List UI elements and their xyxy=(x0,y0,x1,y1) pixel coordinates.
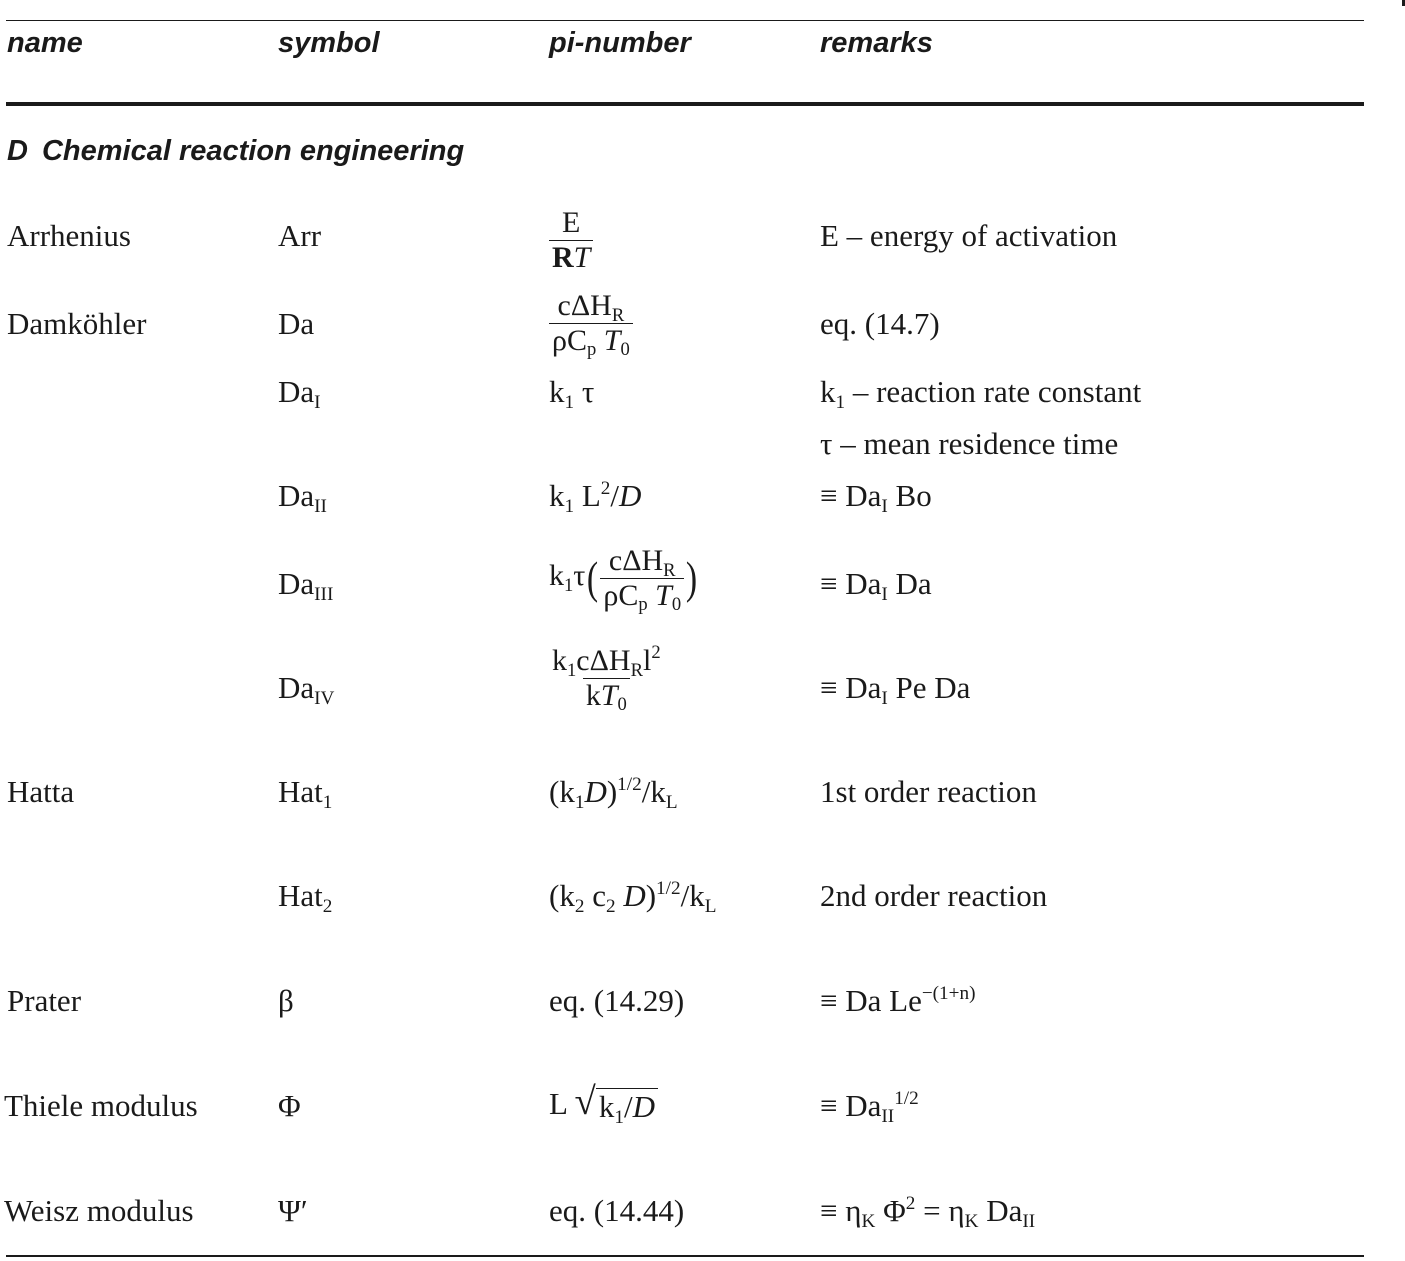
row-arrhenius-pi-number xyxy=(549,207,593,273)
row-da2-remarks: ≡ $Da_I$ Bo xyxy=(820,478,932,518)
row-prater-remarks: ≡ Da $Le^{-(1+n)}$ xyxy=(820,983,976,1018)
section-title: Chemical reaction engineering xyxy=(41,135,465,167)
da4-fraction: $\frac{k_1c\Delta H_Rl^2}{kT_0}$ xyxy=(552,642,661,716)
row-damkohler-name: Damköhler xyxy=(7,306,147,341)
open-paren: ( xyxy=(587,552,599,603)
table-bottom-rule xyxy=(6,1255,1364,1257)
column-header-name: name xyxy=(7,27,83,59)
column-header-pi-number: pi-number xyxy=(549,27,691,59)
row-arrhenius-remarks: E – energy of activation xyxy=(820,218,1118,253)
radical-sign: √ xyxy=(574,1080,596,1123)
row-thiele-symbol: Φ xyxy=(278,1088,301,1123)
row-da4-symbol: $Da_{IV}$ xyxy=(278,670,335,710)
temperature-symbol: T xyxy=(573,240,591,274)
row-hatta1-pi-number: $(k_1D)^{1/2}/k_L$ xyxy=(549,774,678,814)
row-thiele-name: Thiele modulus xyxy=(4,1088,198,1123)
row-hatta2-pi-number: ($k_2$ $c_2$ $D)^{1/2}/k_L$ xyxy=(549,878,717,918)
row-da1-pi-number: $k_1$ τ xyxy=(549,374,595,414)
column-header-symbol: symbol xyxy=(278,27,380,59)
damkohler-fraction: $\frac{c\Delta H_R}{\rho C_p T_0}$ xyxy=(549,290,633,356)
row-weisz-symbol: Ψ′ xyxy=(278,1193,308,1228)
da3-fraction: $\frac{c\Delta H_R}{\rho C_p T_0}$ xyxy=(600,545,684,611)
row-da3-pi-number: $k_1\tau$( $\frac{c\Delta H_R}{\rho C_p T_0}$ ) xyxy=(549,544,698,616)
row-da2-pi-number: $k_1$ $L^2/D$ xyxy=(549,478,642,518)
row-damkohler-pi-number xyxy=(549,289,633,361)
column-header-remarks: remarks xyxy=(820,27,933,59)
gas-constant-symbol: R xyxy=(552,240,574,274)
row-prater-pi-number: eq. (14.29) xyxy=(549,983,685,1018)
row-da1-remarks-2: τ – mean residence time xyxy=(820,426,1119,461)
row-damkohler-symbol: Da xyxy=(278,306,315,341)
row-arrhenius-name: Arrhenius xyxy=(7,218,131,253)
table-top-rule xyxy=(6,20,1364,21)
row-da1-remarks-1: $k_1$ – reaction rate constant xyxy=(820,374,1142,414)
row-hatta2-symbol: Hat$_2$ xyxy=(278,878,333,918)
row-arrhenius-symbol: Arr xyxy=(278,218,322,253)
row-hatta1-symbol: Hat$_1$ xyxy=(278,774,333,814)
row-da2-symbol: $Da_{II}$ xyxy=(278,478,327,518)
row-hatta2-remarks: 2nd order reaction xyxy=(820,878,1048,913)
row-hatta-name: Hatta xyxy=(7,774,75,809)
section-letter: D xyxy=(7,135,28,167)
row-thiele-remarks: ≡ $Da_{II}^{1/2}$ xyxy=(820,1088,919,1128)
arrhenius-numerator: E xyxy=(562,206,581,239)
row-weisz-remarks: ≡ $\eta_K$ $\Phi^2 = \eta_K$ $Da_{II}$ xyxy=(820,1193,1036,1233)
row-weisz-name: Weisz modulus xyxy=(4,1193,194,1228)
row-da3-symbol: $Da_{III}$ xyxy=(278,566,334,606)
row-da1-symbol: $Da_I$ xyxy=(278,374,321,414)
arrhenius-denominator xyxy=(549,240,593,274)
header-rule xyxy=(6,102,1364,106)
row-hatta1-remarks: 1st order reaction xyxy=(820,774,1037,809)
row-prater-symbol: β xyxy=(278,983,294,1018)
row-damkohler-remarks: eq. (14.7) xyxy=(820,306,940,341)
arrhenius-fraction xyxy=(549,207,593,273)
row-da4-pi-number xyxy=(549,642,664,716)
square-root: √ $k_1/D$ xyxy=(575,1083,658,1122)
row-thiele-pi-number: L √ $k_1/D$ xyxy=(549,1083,658,1122)
row-da3-remarks: ≡ $Da_I$ Da xyxy=(820,566,932,606)
row-weisz-pi-number: eq. (14.44) xyxy=(549,1193,685,1228)
row-da4-remarks: ≡ $Da_I$ Pe Da xyxy=(820,670,971,710)
close-paren: ) xyxy=(686,552,698,603)
row-prater-name: Prater xyxy=(7,983,82,1018)
section-heading xyxy=(7,135,464,168)
